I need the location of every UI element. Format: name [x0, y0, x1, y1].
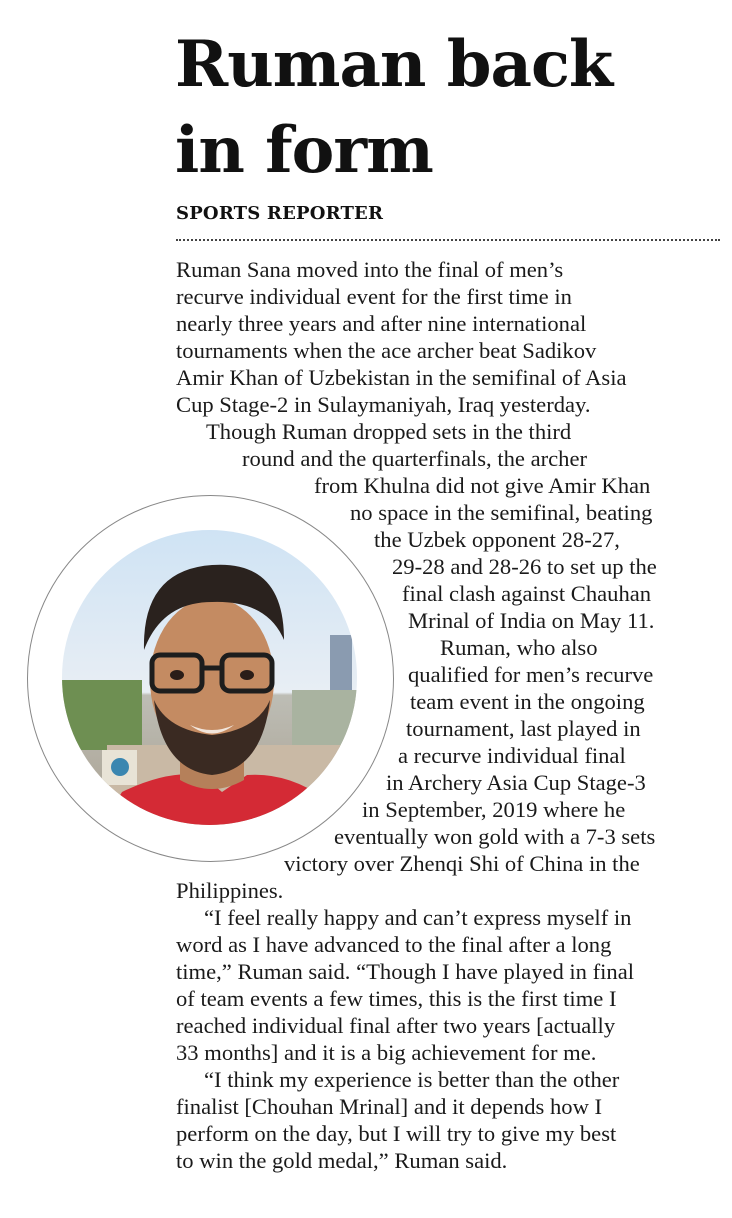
body-line: perform on the day, but I will try to give my best	[176, 1121, 617, 1146]
body-line: Ruman Sana moved into the final of men’s	[176, 257, 564, 282]
body-line: Though Ruman dropped sets in the third	[206, 419, 572, 444]
body-line: eventually won gold with a 7-3 sets	[334, 824, 656, 849]
body-line: time,” Ruman said. “Though I have played in final	[176, 959, 635, 984]
body-line: in September, 2019 where he	[362, 797, 626, 822]
body-line: “I think my experience is better than the other	[204, 1067, 620, 1092]
body-line: in Archery Asia Cup Stage-3	[386, 770, 646, 795]
article-body	[176, 256, 732, 1174]
body-line: from Khulna did not give Amir Khan	[314, 473, 651, 498]
byline: SPORTS REPORTER	[176, 203, 384, 224]
body-line: team event in the ongoing	[410, 689, 645, 714]
body-line: a recurve individual final	[398, 743, 626, 768]
body-line: Mrinal of India on May 11.	[408, 608, 655, 633]
body-line: finalist [Chouhan Mrinal] and it depends how I	[176, 1094, 603, 1119]
body-line: no space in the semifinal, beating	[350, 500, 653, 525]
body-line: Ruman, who also	[440, 635, 598, 660]
dotted-divider	[176, 239, 720, 241]
body-line: tournament, last played in	[406, 716, 641, 741]
headline-line-2: in form	[175, 113, 433, 188]
headline-line-1: Ruman back	[175, 27, 613, 102]
body-line: to win the gold medal,” Ruman said.	[176, 1148, 508, 1173]
body-line: Philippines.	[176, 878, 284, 903]
body-line: Cup Stage-2 in Sulaymaniyah, Iraq yesterday.	[176, 392, 591, 417]
body-line: reached individual final after two years [actually	[176, 1013, 616, 1038]
body-line: the Uzbek opponent 28-27,	[374, 527, 620, 552]
body-line: qualified for men’s recurve	[408, 662, 654, 687]
body-line: 29-28 and 28-26 to set up the	[392, 554, 657, 579]
body-line: nearly three years and after nine international	[176, 311, 587, 336]
body-line: “I feel really happy and can’t express myself in	[204, 905, 632, 930]
body-line: round and the quarterfinals, the archer	[242, 446, 588, 471]
body-line: recurve individual event for the first time in	[176, 284, 572, 309]
body-line: tournaments when the ace archer beat Sadikov	[176, 338, 597, 363]
body-line: of team events a few times, this is the first time I	[176, 986, 617, 1011]
body-line: Amir Khan of Uzbekistan in the semifinal of Asia	[176, 365, 627, 390]
body-line: final clash against Chauhan	[402, 581, 652, 606]
body-line: 33 months] and it is a big achievement for me.	[176, 1040, 597, 1065]
body-line: victory over Zhenqi Shi of China in the	[284, 851, 640, 876]
headline	[175, 22, 715, 194]
body-line: word as I have advanced to the final after a long	[176, 932, 612, 957]
